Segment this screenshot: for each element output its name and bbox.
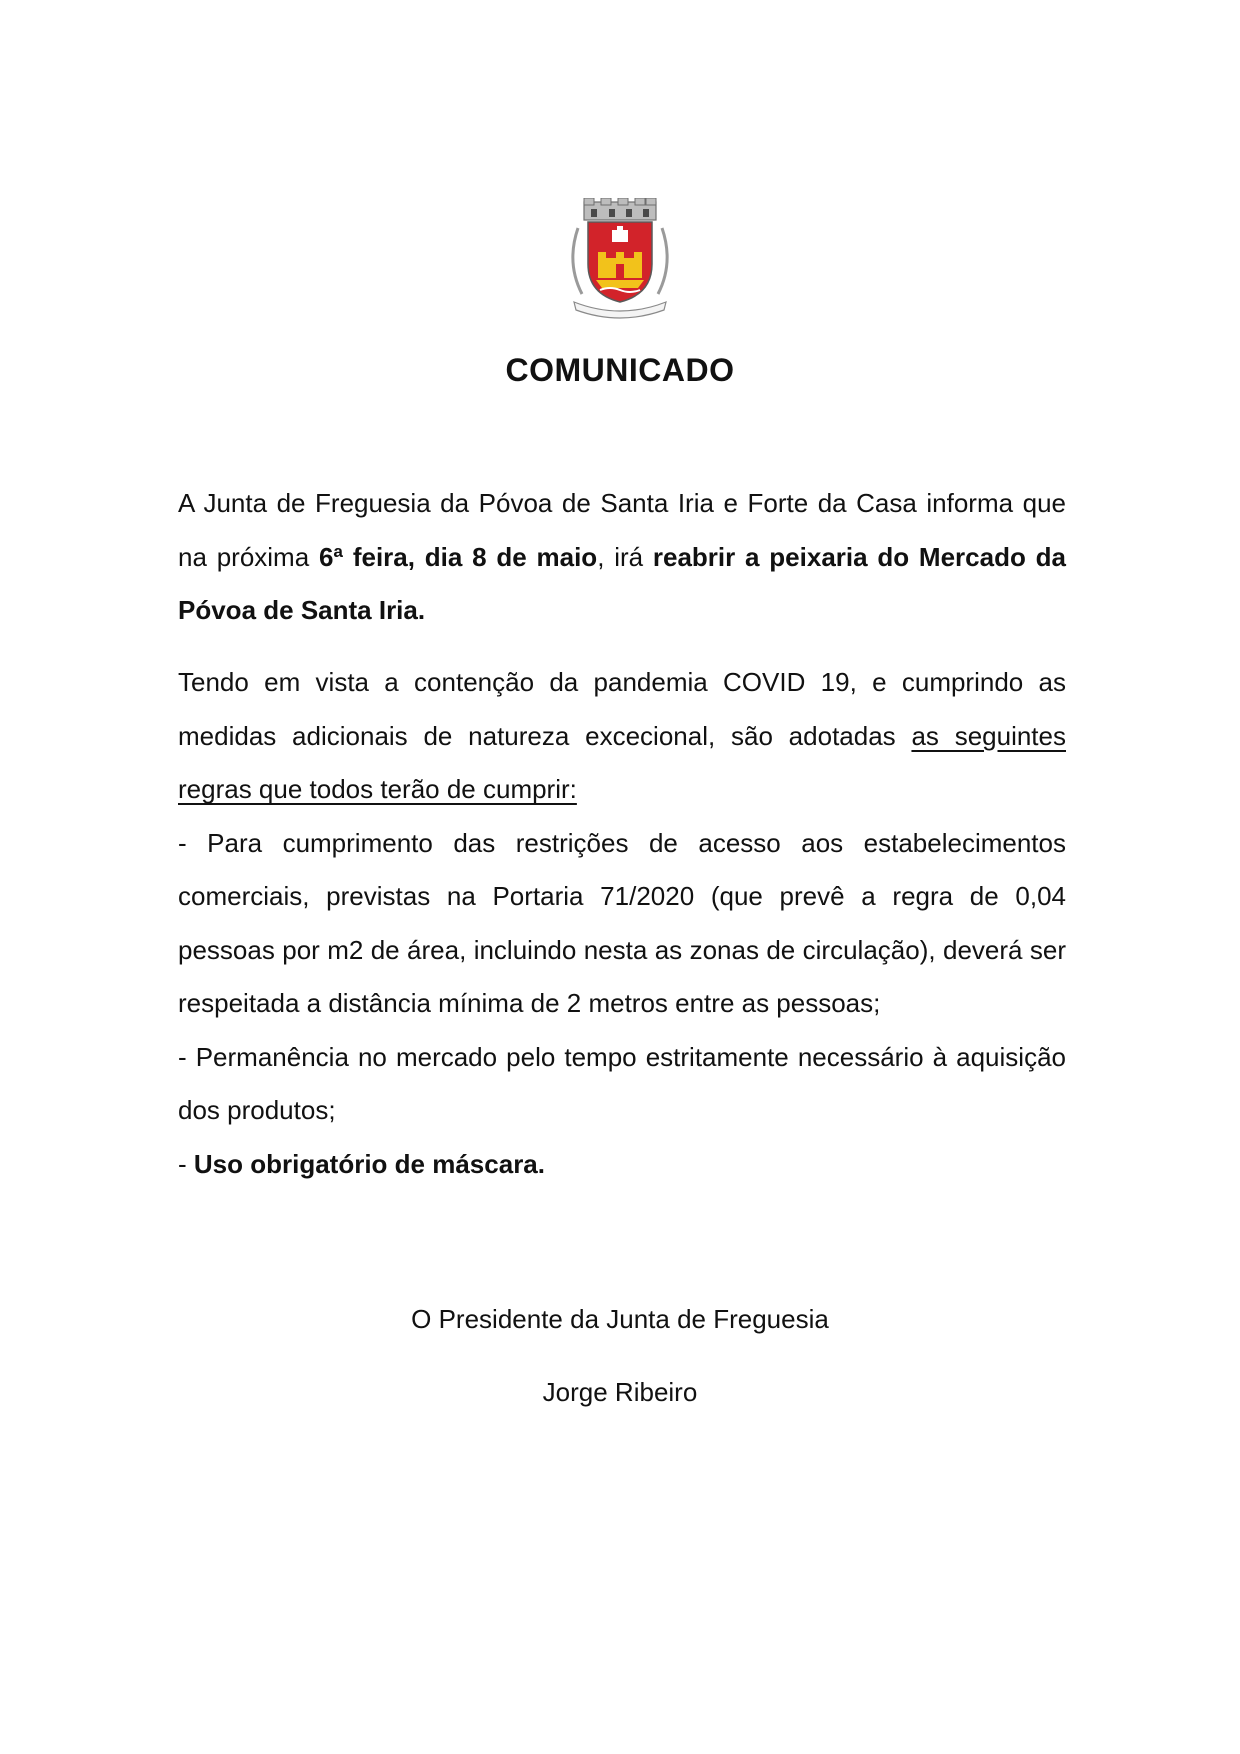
signature-role: O Presidente da Junta de Freguesia <box>411 1304 829 1334</box>
reopening-action: reabrir a peixaria do Mercado da Póvoa de Santa Iria. <box>178 541 1066 625</box>
rule-mask-text: Uso obrigatório de máscara. <box>193 1148 545 1179</box>
rule-item-time: - Permanência no mercado pelo tempo estritamente necessário à aquisição dos produtos; <box>178 1041 1066 1125</box>
paragraph-rules <box>178 656 1066 1191</box>
ribbon <box>574 302 666 318</box>
reopening-date: 6ª feira, dia 8 de maio <box>318 541 598 572</box>
mural-crown <box>584 198 656 220</box>
signature-name: Jorge Ribeiro <box>542 1377 698 1407</box>
page-title: COMUNICADO <box>505 352 735 388</box>
rule-mask-prefix: - <box>178 1148 194 1179</box>
rules-heading-underlined: as seguintes regras que todos terão de cumprir: <box>178 720 1066 804</box>
rule-item-mask <box>178 1138 1066 1192</box>
announcement-text: A Junta de Freguesia da Póvoa de Santa Iria e Forte da Casa informa que na próxima <box>178 488 1066 572</box>
rule-item-distance: - Para cumprimento das restrições de acesso aos estabelecimentos comerciais, previstas na Portaria 71/2020 (que prevê a regra de 0,04 pessoas por m2 de área, incluindo nesta as zonas de circulação), deverá ser respeitada a distância mínima de 2 metros entre as pessoas; <box>178 827 1066 1018</box>
paragraph-announcement <box>178 477 1066 638</box>
rules-intro <box>178 656 1066 817</box>
coat-of-arms-icon <box>560 198 680 323</box>
announcement-text-2: , irá <box>597 541 653 572</box>
rules-intro-text: Tendo em vista a contenção da pandemia COVID 19, e cumprindo as medidas adicionais de natureza excecional, são adotadas <box>178 667 1066 751</box>
gold-emblem <box>596 252 644 288</box>
